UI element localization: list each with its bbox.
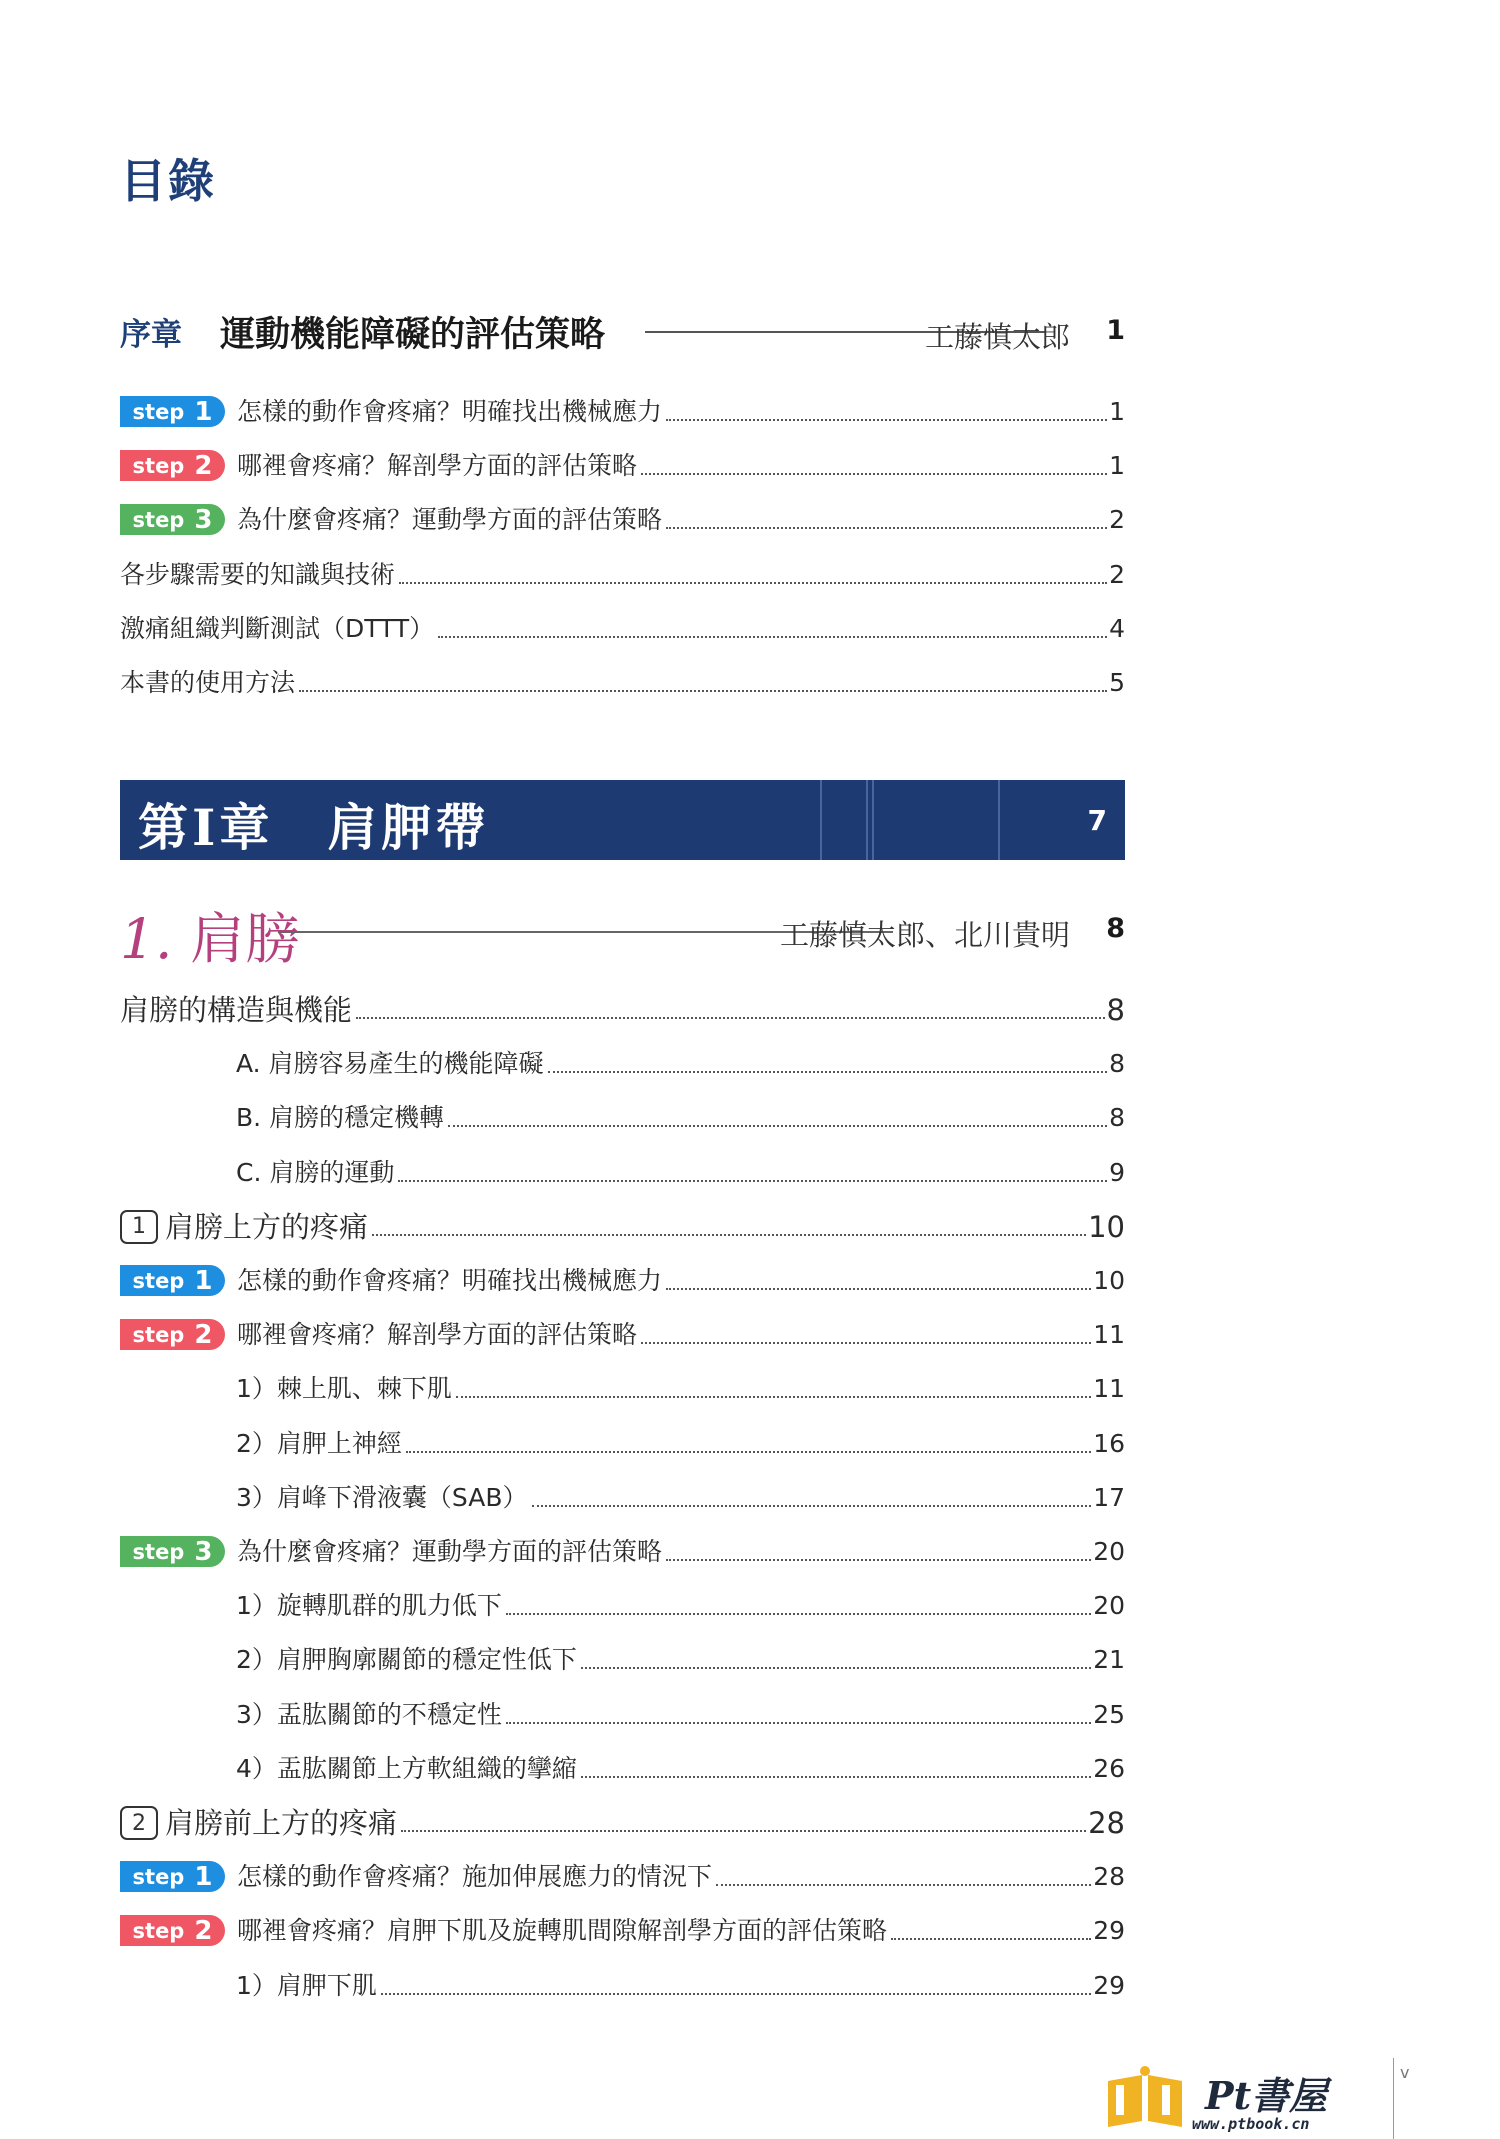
dot-leader: [716, 1884, 1091, 1886]
toc-entry-title: 肩膀上方的疼痛: [165, 1209, 369, 1244]
toc-entry-page: 8: [1109, 1103, 1125, 1133]
toc-entry-page: 25: [1093, 1699, 1125, 1729]
subsection-number-box: 1: [120, 1210, 158, 1244]
chapter-page: 7: [1087, 804, 1107, 837]
logo-text: Pt書屋: [1205, 2073, 1328, 2118]
step-badge: [120, 1319, 225, 1350]
toc-entry[interactable]: [236, 1098, 1125, 1136]
step-badge-label: step: [132, 1268, 185, 1293]
toc-entry-title: 怎樣的動作會疼痛？施加伸展應力的情況下: [237, 1862, 713, 1892]
dot-leader: [406, 1451, 1091, 1453]
dot-leader: [381, 1993, 1091, 1995]
toc-entry[interactable]: [236, 1369, 1125, 1407]
toc-entry[interactable]: [120, 1803, 1125, 1841]
step-badge-label: step: [132, 399, 185, 424]
toc-entry-title: C. 肩膀的運動: [236, 1157, 395, 1187]
toc-entry-title: 1）棘上肌、棘下肌: [236, 1374, 452, 1404]
toc-entry[interactable]: [120, 1207, 1125, 1245]
step-badge-label: step: [132, 1539, 185, 1564]
toc-entry[interactable]: [120, 500, 1125, 538]
page-title: 目錄: [120, 154, 216, 208]
toc-entry-title: 肩膀前上方的疼痛: [165, 1806, 398, 1840]
step-badge-number: 3: [194, 504, 213, 535]
toc-entry-page: 11: [1093, 1374, 1125, 1404]
toc-entry[interactable]: [236, 1586, 1125, 1624]
dot-leader: [641, 473, 1107, 475]
toc-entry-title: 3）肩峰下滑液囊（SAB）: [236, 1482, 528, 1512]
toc-entry-title: 激痛組織判斷測試（DTTT）: [120, 613, 435, 643]
dot-leader: [506, 1613, 1091, 1615]
dot-leader: [666, 419, 1107, 421]
toc-entry-page: 10: [1088, 1209, 1125, 1244]
toc-entry[interactable]: [120, 1261, 1125, 1299]
toc-entry[interactable]: [236, 1695, 1125, 1733]
toc-entry[interactable]: [120, 1911, 1125, 1949]
toc-entry[interactable]: [120, 555, 1125, 593]
toc-entry-page: 20: [1093, 1591, 1125, 1621]
step-badge-label: step: [132, 1918, 185, 1943]
toc-entry-title: 哪裡會疼痛？肩胛下肌及旋轉肌間隙解剖學方面的評估策略: [237, 1916, 888, 1946]
toc-entry[interactable]: [236, 1478, 1125, 1516]
section-page: 8: [1106, 913, 1125, 944]
toc-entry-title: 2）肩胛胸廓關節的穩定性低下: [236, 1645, 577, 1675]
dot-leader: [401, 1830, 1086, 1832]
section-authors: 工藤慎太郎、北川貴明: [779, 918, 1070, 952]
dot-leader: [372, 1234, 1086, 1236]
toc-entry-page: 28: [1088, 1806, 1125, 1840]
step-badge: [120, 504, 225, 535]
dot-leader: [398, 1180, 1107, 1182]
step-badge-label: step: [132, 453, 185, 478]
dot-leader: [506, 1722, 1091, 1724]
prologue-title: 運動機能障礙的評估策略: [220, 315, 606, 355]
subsection-number-box: 2: [120, 1806, 158, 1840]
dot-leader: [548, 1071, 1108, 1073]
page-number: v: [1400, 2063, 1410, 2082]
dot-leader: [581, 1776, 1091, 1778]
step-badge-number: 2: [194, 1319, 213, 1350]
step-badge-number: 1: [194, 396, 213, 427]
dot-leader: [456, 1396, 1091, 1398]
section-number: 1.: [120, 907, 173, 971]
banner-stripe: [998, 780, 1000, 860]
toc-entry-title: 為什麼會疼痛？運動學方面的評估策略: [237, 1537, 663, 1566]
dot-leader: [356, 1017, 1105, 1019]
step-badge: [120, 1915, 225, 1946]
toc-entry[interactable]: [120, 1857, 1125, 1895]
toc-entry[interactable]: [236, 1749, 1125, 1787]
toc-entry-page: 29: [1093, 1916, 1125, 1946]
toc-entry-page: 20: [1093, 1537, 1125, 1566]
dot-leader: [438, 636, 1107, 638]
book-icon: [1100, 2063, 1190, 2133]
toc-entry-page: 4: [1109, 613, 1125, 643]
toc-entry-page: 8: [1106, 993, 1125, 1027]
chapter-banner[interactable]: [120, 780, 1125, 860]
step-badge-number: 2: [194, 450, 213, 481]
logo-url: www.ptbook.cn: [1192, 2115, 1310, 2133]
toc-entry-page: 9: [1109, 1157, 1125, 1187]
step-badge-number: 2: [194, 1915, 213, 1946]
footer-divider: [1393, 2058, 1394, 2139]
toc-entry-page: 5: [1109, 668, 1125, 697]
toc-entry-title: 為什麼會疼痛？運動學方面的評估策略: [237, 505, 663, 535]
dot-leader: [532, 1505, 1092, 1507]
step-badge: [120, 1536, 225, 1567]
dot-leader: [891, 1938, 1091, 1940]
dot-leader: [641, 1342, 1091, 1344]
banner-stripe: [872, 780, 874, 860]
dot-leader: [666, 1288, 1091, 1290]
prologue-heading: [120, 305, 1125, 357]
toc-entry[interactable]: [120, 1315, 1125, 1353]
section-title-text: 肩膀: [189, 907, 300, 971]
toc-entry[interactable]: [236, 1153, 1125, 1191]
step-badge: [120, 450, 225, 481]
toc-entry-page: 28: [1093, 1862, 1125, 1892]
toc-entry-page: 29: [1093, 1970, 1125, 2000]
step-badge: [120, 1861, 225, 1892]
toc-entry-page: 1: [1109, 451, 1125, 481]
toc-entry-title: 哪裡會疼痛？解剖學方面的評估策略: [237, 451, 638, 481]
toc-entry-title: 1）肩胛下肌: [236, 1970, 377, 2000]
step-badge-number: 3: [194, 1536, 213, 1567]
prologue-author: 工藤慎太郎: [924, 320, 1070, 354]
toc-entry[interactable]: [120, 609, 1125, 647]
prologue-label: 序章: [120, 317, 182, 353]
step-badge-label: step: [132, 507, 185, 532]
toc-entry-page: 1: [1109, 397, 1125, 426]
step-badge-number: 1: [194, 1861, 213, 1892]
step-badge: [120, 396, 225, 427]
step-badge-label: step: [132, 1322, 185, 1347]
toc-entry-title: 哪裡會疼痛？解剖學方面的評估策略: [237, 1320, 638, 1350]
toc-entry-title: 怎樣的動作會疼痛？明確找出機械應力: [237, 1266, 663, 1295]
toc-entry-title: B. 肩膀的穩定機轉: [236, 1103, 445, 1133]
dot-leader: [581, 1667, 1091, 1669]
toc-entry-page: 21: [1093, 1645, 1125, 1675]
dot-leader: [399, 582, 1107, 584]
banner-stripe: [820, 780, 822, 860]
step-badge: [120, 1265, 225, 1296]
step-badge-number: 1: [194, 1265, 213, 1296]
section-heading[interactable]: [120, 895, 1125, 971]
toc-entry[interactable]: [236, 1424, 1125, 1462]
toc-entry-page: 2: [1109, 505, 1125, 535]
dot-leader: [666, 527, 1107, 529]
toc-entry-title: 肩膀的構造與機能: [120, 993, 353, 1027]
toc-entry-title: 各步驟需要的知識與技術: [120, 559, 396, 589]
toc-entry-title: A. 肩膀容易產生的機能障礙: [236, 1049, 544, 1079]
section-title: [120, 895, 300, 974]
toc-entry[interactable]: [236, 1966, 1125, 2004]
toc-entry-title: 3）盂肱關節的不穩定性: [236, 1699, 502, 1729]
step-badge-label: step: [132, 1864, 185, 1889]
banner-stripe: [866, 780, 868, 860]
toc-entry-page: 10: [1093, 1266, 1125, 1295]
toc-entry[interactable]: [120, 663, 1125, 701]
dot-leader: [666, 1559, 1091, 1561]
toc-entry-page: 11: [1093, 1320, 1125, 1350]
chapter-title: 第Ⅰ章 肩胛帶: [138, 798, 490, 857]
toc-entry-title: 4）盂肱關節上方軟組織的攣縮: [236, 1753, 577, 1783]
dot-leader: [299, 690, 1107, 692]
toc-entry-title: 2）肩胛上神經: [236, 1428, 402, 1458]
toc-entry-page: 16: [1093, 1428, 1125, 1458]
toc-entry-page: 17: [1093, 1482, 1125, 1512]
toc-entry[interactable]: [120, 446, 1125, 484]
toc-entry[interactable]: [120, 990, 1125, 1028]
dot-leader: [448, 1125, 1107, 1127]
toc-entry-page: 2: [1109, 559, 1125, 589]
toc-entry-title: 怎樣的動作會疼痛？明確找出機械應力: [237, 397, 663, 426]
toc-entry[interactable]: [120, 1532, 1125, 1570]
toc-entry-page: 8: [1109, 1049, 1125, 1079]
toc-entry[interactable]: [236, 1044, 1125, 1082]
publisher-logo: [1100, 2063, 1340, 2133]
toc-entry-page: 26: [1093, 1753, 1125, 1783]
toc-entry[interactable]: [236, 1640, 1125, 1678]
toc-entry-title: 1）旋轉肌群的肌力低下: [236, 1591, 502, 1621]
toc-entry-title: 本書的使用方法: [120, 668, 296, 697]
prologue-page: 1: [1106, 315, 1125, 346]
toc-entry[interactable]: [120, 392, 1125, 430]
